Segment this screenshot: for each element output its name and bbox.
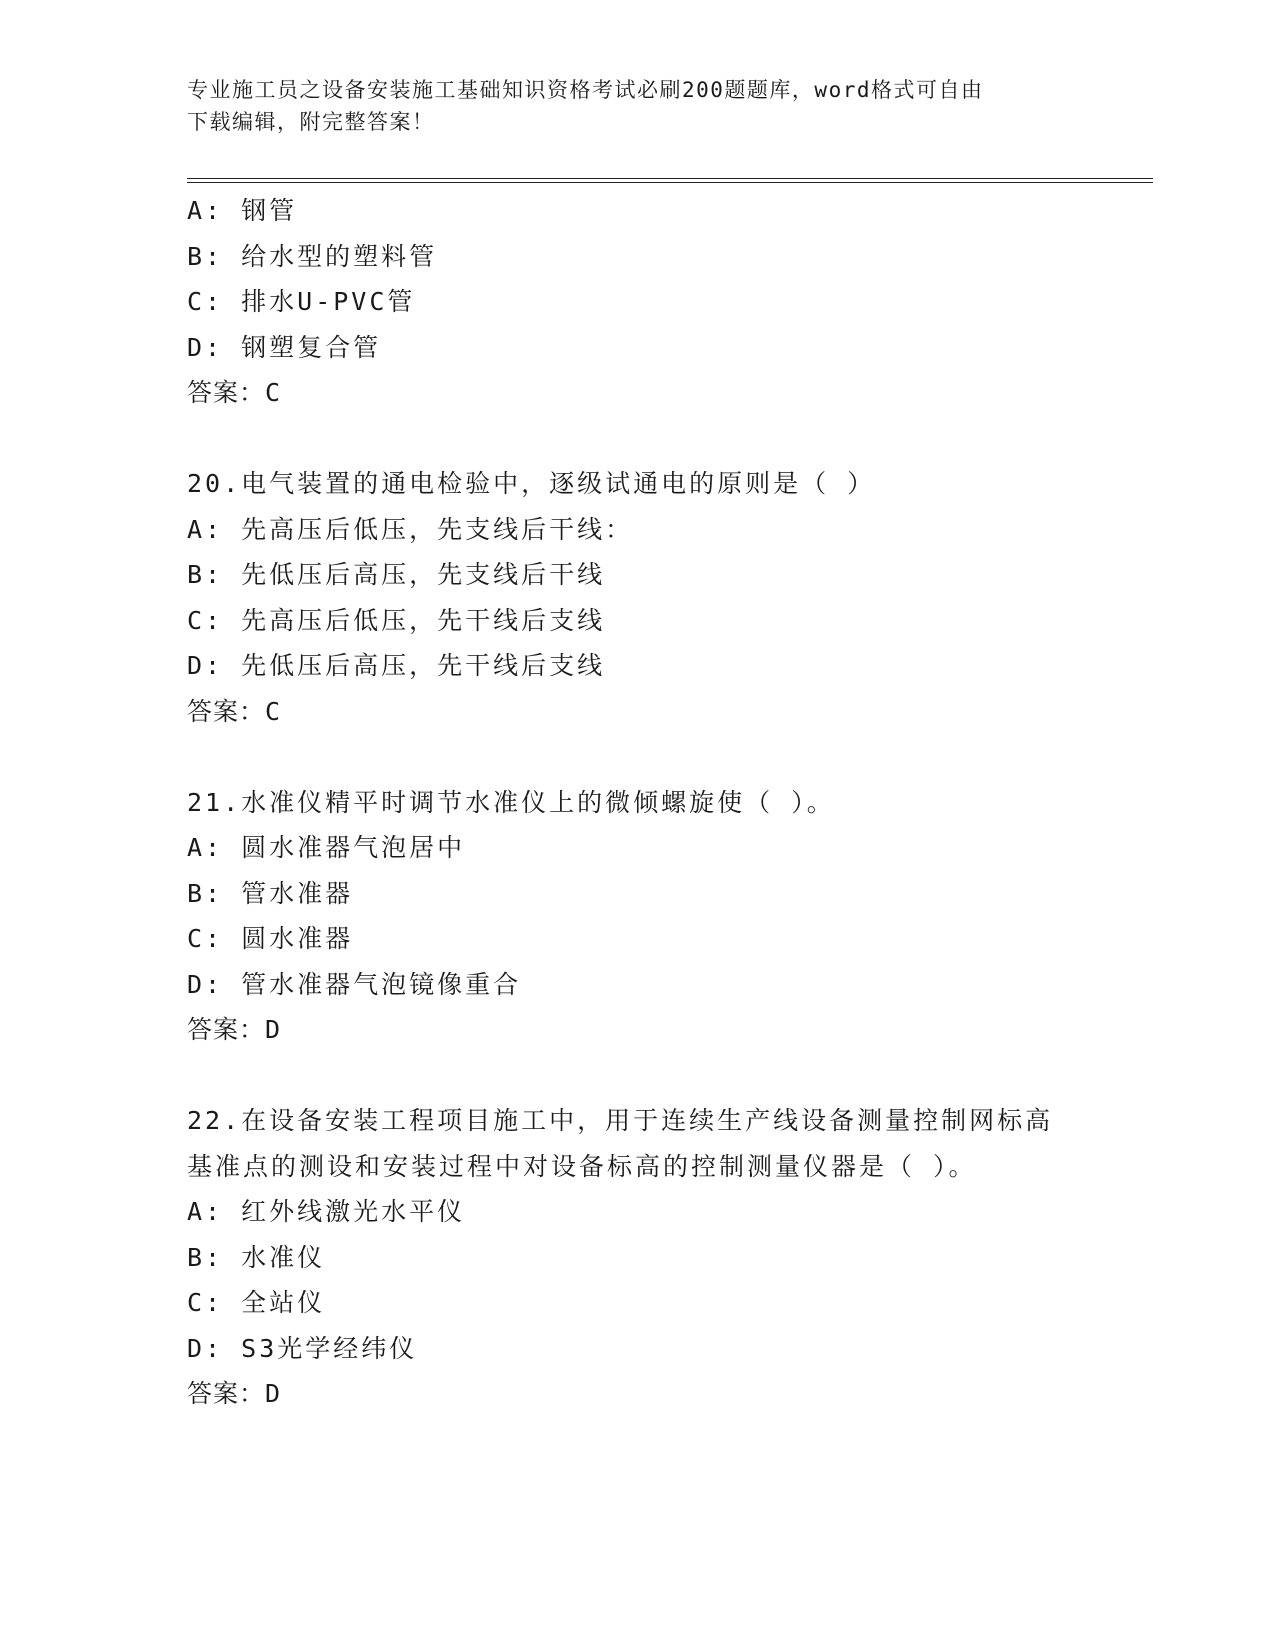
option-c: C: 先高压后低压，先干线后支线 (187, 605, 606, 635)
option-c: C: 圆水准器 (187, 924, 354, 953)
option-a: A: 先高压后低压，先支线后干线： (187, 514, 634, 544)
answer: 答案：D (187, 1015, 282, 1044)
option-c: C: 排水U-PVC管 (187, 287, 416, 316)
option-b: B: 先低压后高压，先支线后干线 (187, 560, 606, 589)
header-line-2: 下载编辑，附完整答案！ (187, 110, 435, 134)
answer: 答案：C (187, 696, 282, 726)
option-a: A: 钢管 (187, 196, 298, 225)
question-stem: 20.电气装置的通电检验中，逐级试通电的原则是（ ） (187, 469, 876, 498)
spacer (187, 734, 1087, 780)
option-d: D: 先低压后高压，先干线后支线 (187, 651, 606, 680)
answer: 答案：C (187, 378, 282, 407)
spacer (187, 416, 1087, 462)
question-19 (187, 188, 1087, 416)
question-stem: 21.水准仪精平时调节水准仪上的微倾螺旋使（ ）。 (187, 787, 835, 817)
option-d: D: S3光学经纬仪 (187, 1333, 418, 1363)
option-b: B: 给水型的塑料管 (187, 241, 438, 271)
header-divider (187, 178, 1153, 183)
question-stem-line-2: 基准点的测设和安装过程中对设备标高的控制测量仪器是（ ）。 (187, 1151, 977, 1181)
question-22 (187, 1098, 1087, 1417)
question-20 (187, 461, 1087, 734)
option-d: D: 管水准器气泡镜像重合 (187, 969, 522, 999)
option-b: B: 水准仪 (187, 1242, 326, 1272)
option-d: D: 钢塑复合管 (187, 332, 382, 362)
question-stem-line-1: 22.在设备安装工程项目施工中，用于连续生产线设备测量控制网标高 (187, 1106, 1054, 1135)
answer: 答案：D (187, 1379, 282, 1408)
header-line-1: 专业施工员之设备安装施工基础知识资格考试必刷200题题库，word格式可自由 (187, 78, 984, 102)
document-header (187, 74, 1067, 138)
question-list (187, 188, 1087, 1417)
spacer (187, 1053, 1087, 1099)
question-21 (187, 780, 1087, 1053)
option-a: A: 红外线激光水平仪 (187, 1197, 466, 1226)
option-b: B: 管水准器 (187, 878, 354, 908)
option-a: A: 圆水准器气泡居中 (187, 833, 466, 862)
option-c: C: 全站仪 (187, 1288, 326, 1317)
